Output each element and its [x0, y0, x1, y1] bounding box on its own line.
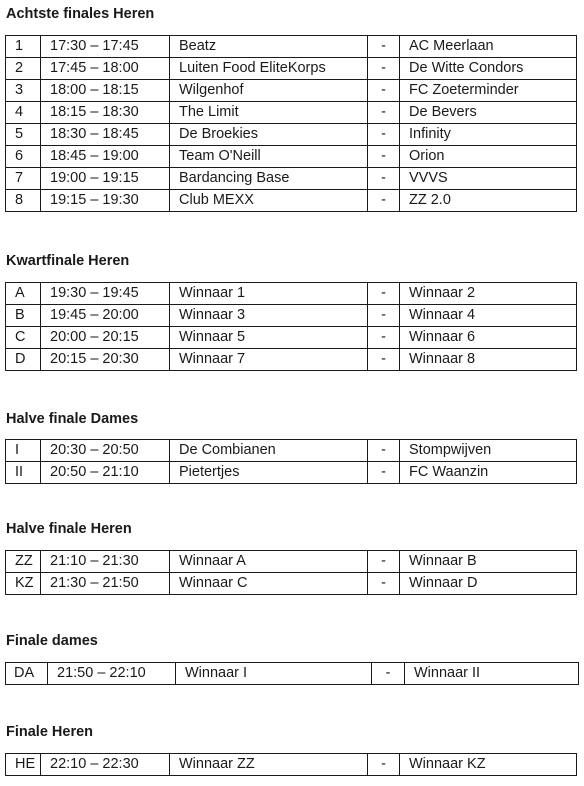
away-team: De Witte Condors [400, 58, 577, 80]
match-code: D [6, 349, 41, 371]
versus-separator: - [368, 58, 400, 80]
home-team: Bardancing Base [170, 168, 368, 190]
versus-separator: - [368, 327, 400, 349]
home-team: Club MEXX [170, 190, 368, 212]
versus-separator: - [368, 551, 400, 573]
match-time: 17:45 – 18:00 [41, 58, 170, 80]
match-code: 8 [6, 190, 41, 212]
versus-separator: - [368, 440, 400, 462]
match-time: 21:30 – 21:50 [41, 573, 170, 595]
match-code: I [6, 440, 41, 462]
versus-separator: - [372, 663, 405, 685]
away-team: FC Waanzin [400, 462, 577, 484]
away-team: Stompwijven [400, 440, 577, 462]
away-team: Winnaar 4 [400, 305, 577, 327]
versus-separator: - [368, 573, 400, 595]
match-code: 2 [6, 58, 41, 80]
versus-separator: - [368, 36, 400, 58]
table-row [6, 305, 577, 327]
away-team: De Bevers [400, 102, 577, 124]
table-row [6, 80, 577, 102]
match-time: 20:15 – 20:30 [41, 349, 170, 371]
table-row [6, 462, 577, 484]
away-team: Winnaar B [400, 551, 577, 573]
home-team: Luiten Food EliteKorps [170, 58, 368, 80]
match-code: 3 [6, 80, 41, 102]
versus-separator: - [368, 283, 400, 305]
match-time: 18:45 – 19:00 [41, 146, 170, 168]
match-code: DA [6, 663, 48, 685]
away-team: Winnaar D [400, 573, 577, 595]
table-row [6, 102, 577, 124]
versus-separator: - [368, 754, 400, 776]
home-team: Winnaar I [176, 663, 372, 685]
home-team: Winnaar 1 [170, 283, 368, 305]
home-team: The Limit [170, 102, 368, 124]
match-time: 17:30 – 17:45 [41, 36, 170, 58]
home-team: Winnaar ZZ [170, 754, 368, 776]
match-code: KZ [6, 573, 41, 595]
match-time: 19:00 – 19:15 [41, 168, 170, 190]
match-code: 7 [6, 168, 41, 190]
versus-separator: - [368, 305, 400, 327]
table-row [6, 440, 577, 462]
match-code: 6 [6, 146, 41, 168]
table-row [6, 327, 577, 349]
table-row [6, 349, 577, 371]
match-code: II [6, 462, 41, 484]
table-row [6, 283, 577, 305]
match-code: C [6, 327, 41, 349]
table-row [6, 754, 577, 776]
table-row [6, 663, 579, 685]
section-title-finale-dames: Finale dames [6, 633, 98, 649]
home-team: Winnaar 5 [170, 327, 368, 349]
match-time: 18:30 – 18:45 [41, 124, 170, 146]
match-code: A [6, 283, 41, 305]
match-time: 18:00 – 18:15 [41, 80, 170, 102]
match-time: 20:30 – 20:50 [41, 440, 170, 462]
match-code: 4 [6, 102, 41, 124]
away-team: VVVS [400, 168, 577, 190]
away-team: Winnaar KZ [400, 754, 577, 776]
table-row [6, 168, 577, 190]
away-team: Winnaar 8 [400, 349, 577, 371]
away-team: Infinity [400, 124, 577, 146]
versus-separator: - [368, 168, 400, 190]
match-code: ZZ [6, 551, 41, 573]
table-row [6, 146, 577, 168]
away-team: Winnaar 6 [400, 327, 577, 349]
match-time: 19:45 – 20:00 [41, 305, 170, 327]
match-time: 18:15 – 18:30 [41, 102, 170, 124]
match-table-halve-finale-dames [5, 439, 577, 484]
away-team: Orion [400, 146, 577, 168]
home-team: De Combianen [170, 440, 368, 462]
home-team: Team O'Neill [170, 146, 368, 168]
table-row [6, 124, 577, 146]
versus-separator: - [368, 146, 400, 168]
home-team: Wilgenhof [170, 80, 368, 102]
match-time: 22:10 – 22:30 [41, 754, 170, 776]
versus-separator: - [368, 124, 400, 146]
section-title-finale-heren: Finale Heren [6, 724, 94, 740]
match-table-finale-dames [5, 662, 579, 685]
away-team: AC Meerlaan [400, 36, 577, 58]
table-row [6, 573, 577, 595]
home-team: Winnaar A [170, 551, 368, 573]
home-team: Winnaar 7 [170, 349, 368, 371]
versus-separator: - [368, 190, 400, 212]
match-table-halve-finale-heren [5, 550, 577, 595]
home-team: Winnaar C [170, 573, 368, 595]
home-team: Beatz [170, 36, 368, 58]
match-time: 20:50 – 21:10 [41, 462, 170, 484]
table-row [6, 190, 577, 212]
versus-separator: - [368, 462, 400, 484]
match-code: HE [6, 754, 41, 776]
away-team: FC Zoeterminder [400, 80, 577, 102]
match-time: 21:10 – 21:30 [41, 551, 170, 573]
match-time: 19:15 – 19:30 [41, 190, 170, 212]
home-team: De Broekies [170, 124, 368, 146]
match-time: 20:00 – 20:15 [41, 327, 170, 349]
section-title-halve-finale-dames: Halve finale Dames [6, 411, 139, 427]
versus-separator: - [368, 102, 400, 124]
home-team: Pietertjes [170, 462, 368, 484]
section-title-kwartfinale-heren: Kwartfinale Heren [6, 253, 130, 269]
match-code: B [6, 305, 41, 327]
away-team: Winnaar 2 [400, 283, 577, 305]
home-team: Winnaar 3 [170, 305, 368, 327]
match-table-kwartfinale-heren [5, 282, 577, 371]
table-row [6, 58, 577, 80]
away-team: ZZ 2.0 [400, 190, 577, 212]
match-time: 19:30 – 19:45 [41, 283, 170, 305]
away-team: Winnaar II [405, 663, 579, 685]
match-table-achtste-finales-heren [5, 35, 577, 212]
table-row [6, 551, 577, 573]
section-title-achtste-finales-heren: Achtste finales Heren [6, 6, 155, 22]
section-title-halve-finale-heren: Halve finale Heren [6, 521, 132, 537]
match-time: 21:50 – 22:10 [48, 663, 176, 685]
versus-separator: - [368, 80, 400, 102]
match-table-finale-heren [5, 753, 577, 776]
table-row [6, 36, 577, 58]
match-code: 5 [6, 124, 41, 146]
versus-separator: - [368, 349, 400, 371]
match-code: 1 [6, 36, 41, 58]
